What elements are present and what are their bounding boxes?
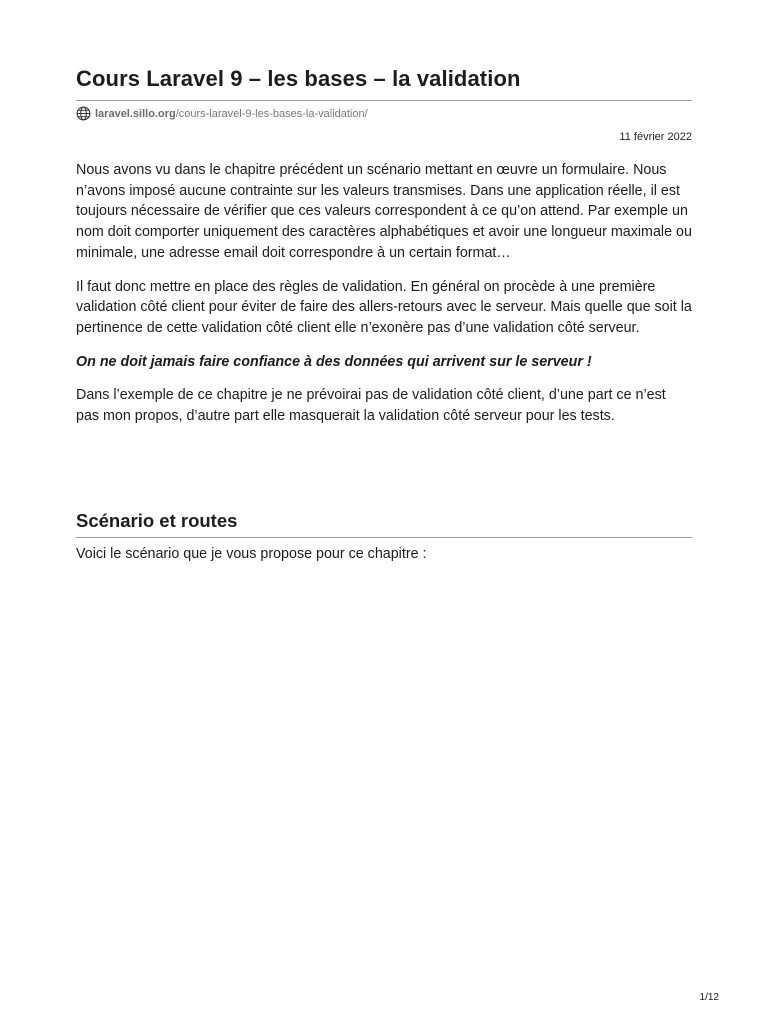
paragraph-chapter-example: Dans l’exemple de ce chapitre je ne prévoirai pas de validation côté client, d’une part ce n’est pas mon propos, d’autre part elle masquerait la validation côté serveur pour les tests. bbox=[76, 387, 666, 425]
paragraph-intro: Nous avons vu dans le chapitre précédent un scénario mettant en œuvre un formulaire. Nous n’avons imposé aucune contrainte sur les valeurs transmises. Dans une application réelle, il est toujours nécessaire de vérifier que ces valeurs correspondent à ce qu’on attend. Par exemple un nom doit comporter uniquement des caractères alphabétiques et avoir une longueur maximale ou minimale, une adresse email doit correspondre à un certain format… bbox=[76, 162, 692, 261]
source-path[interactable]: /cours-laravel-9-les-bases-la-validation/ bbox=[175, 107, 368, 120]
paragraph-warning: On ne doit jamais faire confiance à des données qui arrivent sur le serveur ! bbox=[76, 353, 592, 370]
section-heading: Scénario et routes bbox=[76, 510, 238, 531]
article-body bbox=[76, 160, 692, 440]
title-divider bbox=[76, 100, 692, 101]
source-link[interactable] bbox=[76, 106, 368, 121]
section-divider bbox=[76, 537, 692, 538]
publish-date: 11 février 2022 bbox=[619, 131, 692, 143]
page-number: 1/12 bbox=[699, 992, 719, 1003]
section-intro: Voici le scénario que je vous propose pour ce chapitre : bbox=[76, 546, 427, 562]
source-domain[interactable]: laravel.sillo.org bbox=[95, 107, 176, 120]
paragraph-validation-rules: Il faut donc mettre en place des règles de validation. En général on procède à une première validation côté client pour éviter de faire des allers-retours avec le serveur. Mais quelle que soit la pertinence de cette validation côté client elle n’exonère pas d’une validation côté serveur. bbox=[76, 278, 692, 336]
globe-icon bbox=[76, 106, 91, 121]
page-title: Cours Laravel 9 – les bases – la validation bbox=[76, 66, 521, 91]
